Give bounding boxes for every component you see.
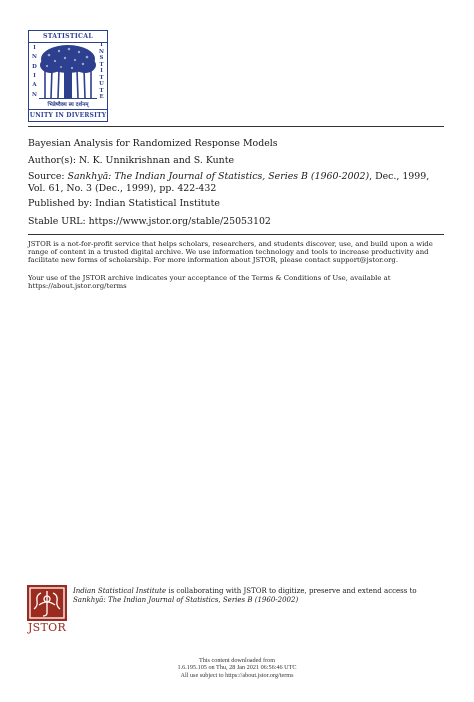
collaboration-statement [73,587,443,604]
stable-url-link[interactable]: https://www.jstor.org/stable/25053102 [88,216,271,227]
jstor-notice: JSTOR is a not-for-profit service that helps scholars, researchers, and students discover, use, and build upon a wide range of content in a trusted digital archive. We use information technology and tools to increase productivity and facilitate new forms of scholarship. For more information about JSTOR, please contact support@jstor.org. [28,240,433,265]
jstor-emblem-icon [27,585,67,621]
logo-letter: I [33,72,36,79]
jstor-wordmark: JSTOR [27,621,67,634]
logo-left-letters [30,42,39,102]
logo-letter: E [99,94,104,101]
logo-letter: N [32,91,37,98]
authors-label: Author(s): [28,155,77,166]
logo-letter: U [99,81,104,88]
source-label: Source: [28,171,65,182]
publisher-value: Indian Statistical Institute [95,198,220,209]
publisher-label: Published by: [28,198,93,209]
download-footer [0,657,474,679]
authors-value: N. K. Unnikrishnan and S. Kunte [79,155,235,166]
source-journal: Sankhyā: The Indian Journal of Statistics, Series B (1960-2002) [67,171,370,182]
logo-right-letters [97,42,106,102]
logo-hindi-text: भिन्नेष्वैक्य स्य दर्शनम् [47,102,89,108]
logo-letter: N [99,48,104,55]
middle-divider [28,234,444,235]
stable-url-line [28,216,448,228]
collab-institute: Indian Statistical Institute [73,587,167,595]
jstor-mark-icon [27,585,67,621]
isi-logo [28,30,108,122]
source-details: , Dec., 1999, Vol. 61, No. 3 (Dec., 1999), pp. 422-432 [28,171,430,194]
footer-line-2: 1.6.195.105 on Thu, 28 Jan 2021 06:56:46 UTC [177,664,297,672]
collab-middle: is collaborating with JSTOR to digitize, preserve and extend access to [166,587,417,595]
jstor-logo [27,585,67,635]
logo-letter: A [32,82,37,89]
logo-letter: D [32,63,37,70]
article-title: Bayesian Analysis for Randomized Response Models [28,138,278,149]
banyan-tree-icon [39,43,97,99]
logo-letter: T [99,61,104,68]
footer-line-3: All use subject to https://about.jstor.org/terms [180,671,294,679]
logo-letter: I [100,68,103,75]
stable-url-label: Stable URL: [28,216,86,227]
authors-line [28,155,448,167]
terms-notice: Your use of the JSTOR archive indicates your acceptance of the Terms & Conditions of Use, available at https://about.jstor.org/terms [28,274,391,291]
logo-letter: N [32,54,37,61]
logo-letter: I [33,44,36,51]
source-line [28,171,446,194]
logo-letter: T [99,87,104,94]
logo-letter: S [99,55,104,62]
collab-journal: Sankhyā: The Indian Journal of Statistics, Series B (1960-2002) [73,595,299,604]
logo-letter: I [100,42,103,49]
logo-top-text: STATISTICAL [29,31,107,43]
publisher-line [28,198,448,210]
logo-bottom-text: UNITY IN DIVERSITY [29,109,107,121]
top-divider [28,126,444,127]
footer-line-1: This content downloaded from [198,657,276,664]
logo-letter: T [99,74,104,81]
